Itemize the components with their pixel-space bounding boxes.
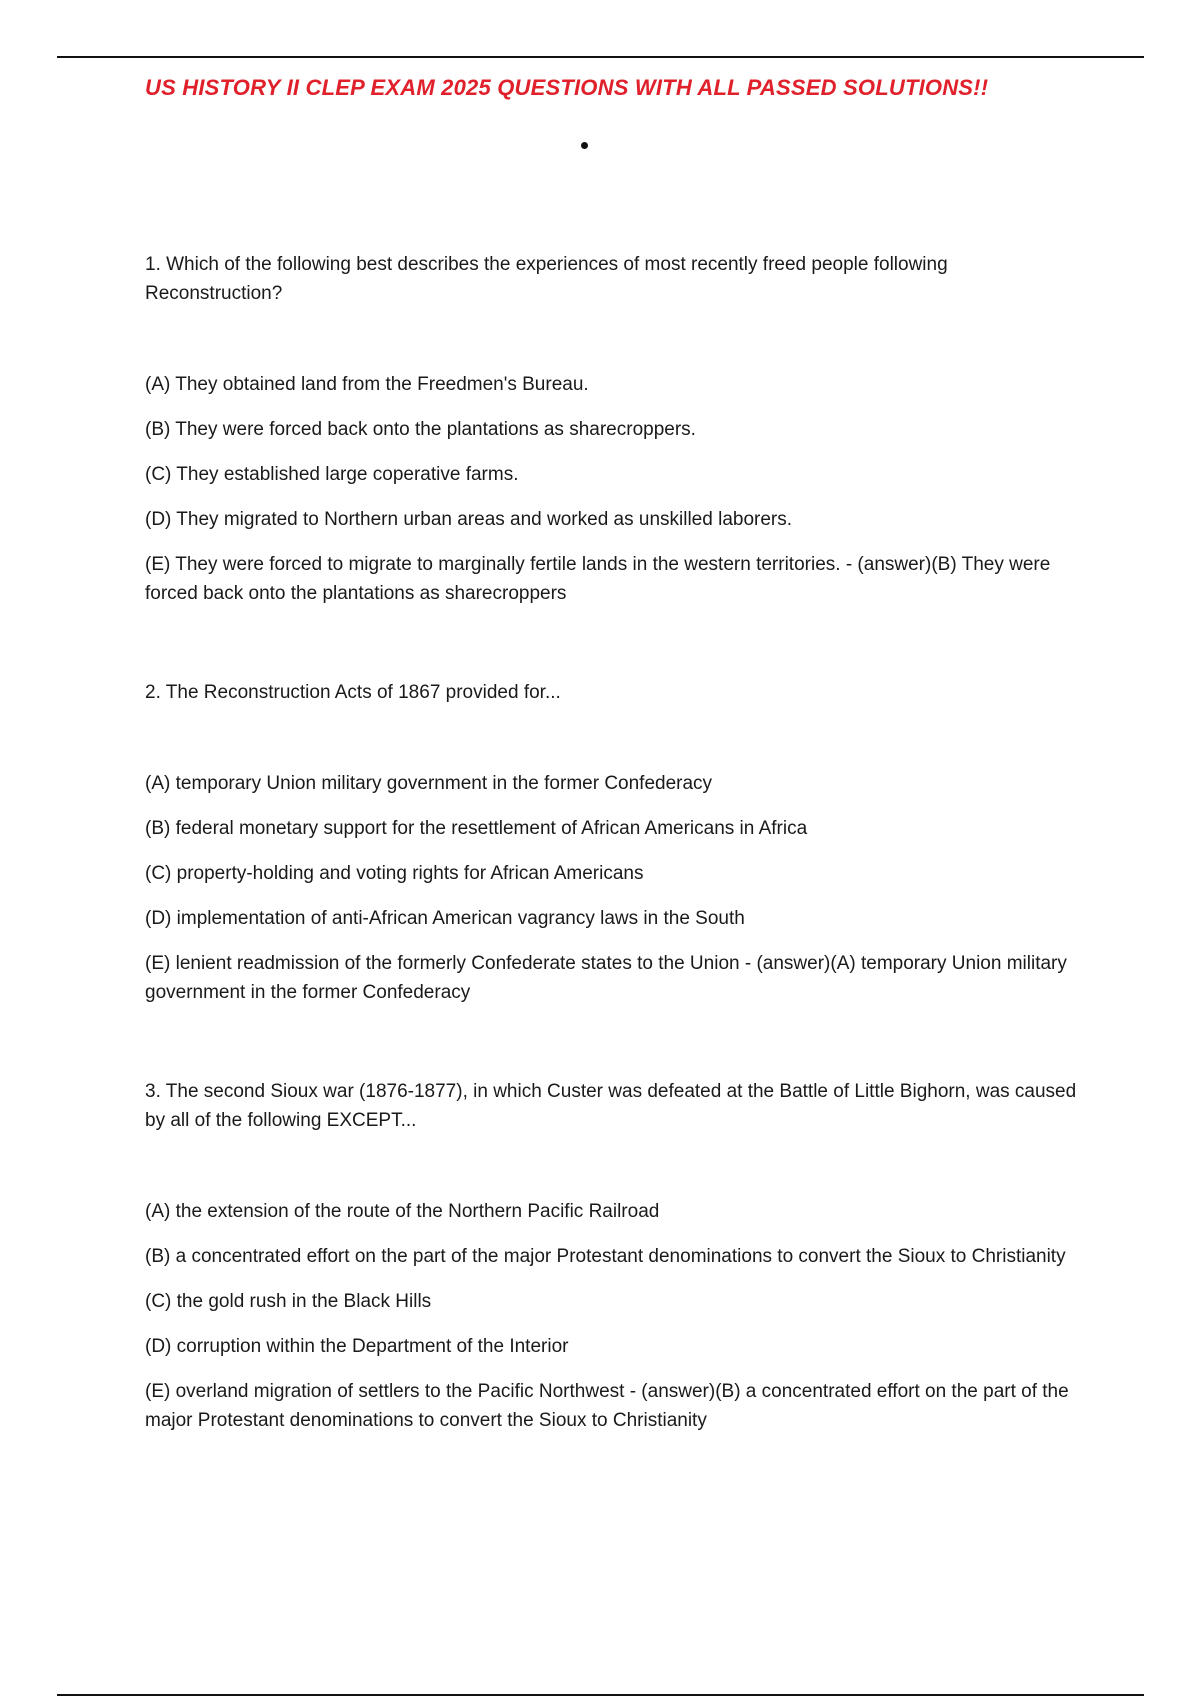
answer-option: (B) They were forced back onto the plantations as sharecroppers. — [145, 419, 696, 440]
answer-option: (B) a concentrated effort on the part of the major Protestant denominations to convert the Sioux to Christianity — [145, 1246, 1066, 1267]
bullet-point — [581, 142, 588, 149]
answer-option: (C) They established large coperative farms. — [145, 464, 519, 485]
document-body — [145, 70, 1085, 1451]
answer-option: (D) They migrated to Northern urban areas and worked as unskilled laborers. — [145, 509, 793, 530]
answer-option: (A) They obtained land from the Freedmen's Bureau. — [145, 374, 589, 395]
answer-option-with-solution: (E) lenient readmission of the formerly Confederate states to the Union - (answer)(A) temporary Union military government in the former Confederacy — [145, 953, 1067, 1003]
answer-option-with-solution: (E) overland migration of settlers to the Pacific Northwest - (answer)(B) a concentrated effort on the part of the major Protestant denominations to convert the Sioux to Christianity — [145, 1381, 1069, 1431]
question-block-3 — [145, 1077, 1085, 1435]
answer-option: (D) corruption within the Department of the Interior — [145, 1336, 569, 1357]
answer-option: (C) property-holding and voting rights for African Americans — [145, 863, 644, 884]
answer-option: (A) temporary Union military government in the former Confederacy — [145, 773, 713, 794]
question-text: 1. Which of the following best describes the experiences of most recently freed people following Reconstruction? — [145, 254, 948, 304]
answer-option: (A) the extension of the route of the Northern Pacific Railroad — [145, 1201, 660, 1222]
answer-option-with-solution: (E) They were forced to migrate to marginally fertile lands in the western territories. - (answer)(B) They were forced back onto the plantations as sharecroppers — [145, 554, 1051, 604]
question-block-1 — [145, 250, 1085, 608]
top-rule — [57, 56, 1144, 58]
answer-option: (C) the gold rush in the Black Hills — [145, 1291, 432, 1312]
question-text: 3. The second Sioux war (1876-1877), in which Custer was defeated at the Battle of Little Bighorn, was caused by all of the following EXCEPT... — [145, 1081, 1077, 1131]
document-title: US HISTORY II CLEP EXAM 2025 QUESTIONS WITH ALL PASSED SOLUTIONS!! — [145, 75, 989, 100]
question-text: 2. The Reconstruction Acts of 1867 provided for... — [145, 682, 561, 703]
question-block-2 — [145, 678, 1085, 1007]
bottom-rule — [57, 1694, 1144, 1696]
answer-option: (D) implementation of anti-African American vagrancy laws in the South — [145, 908, 745, 929]
answer-option: (B) federal monetary support for the resettlement of African Americans in Africa — [145, 818, 808, 839]
